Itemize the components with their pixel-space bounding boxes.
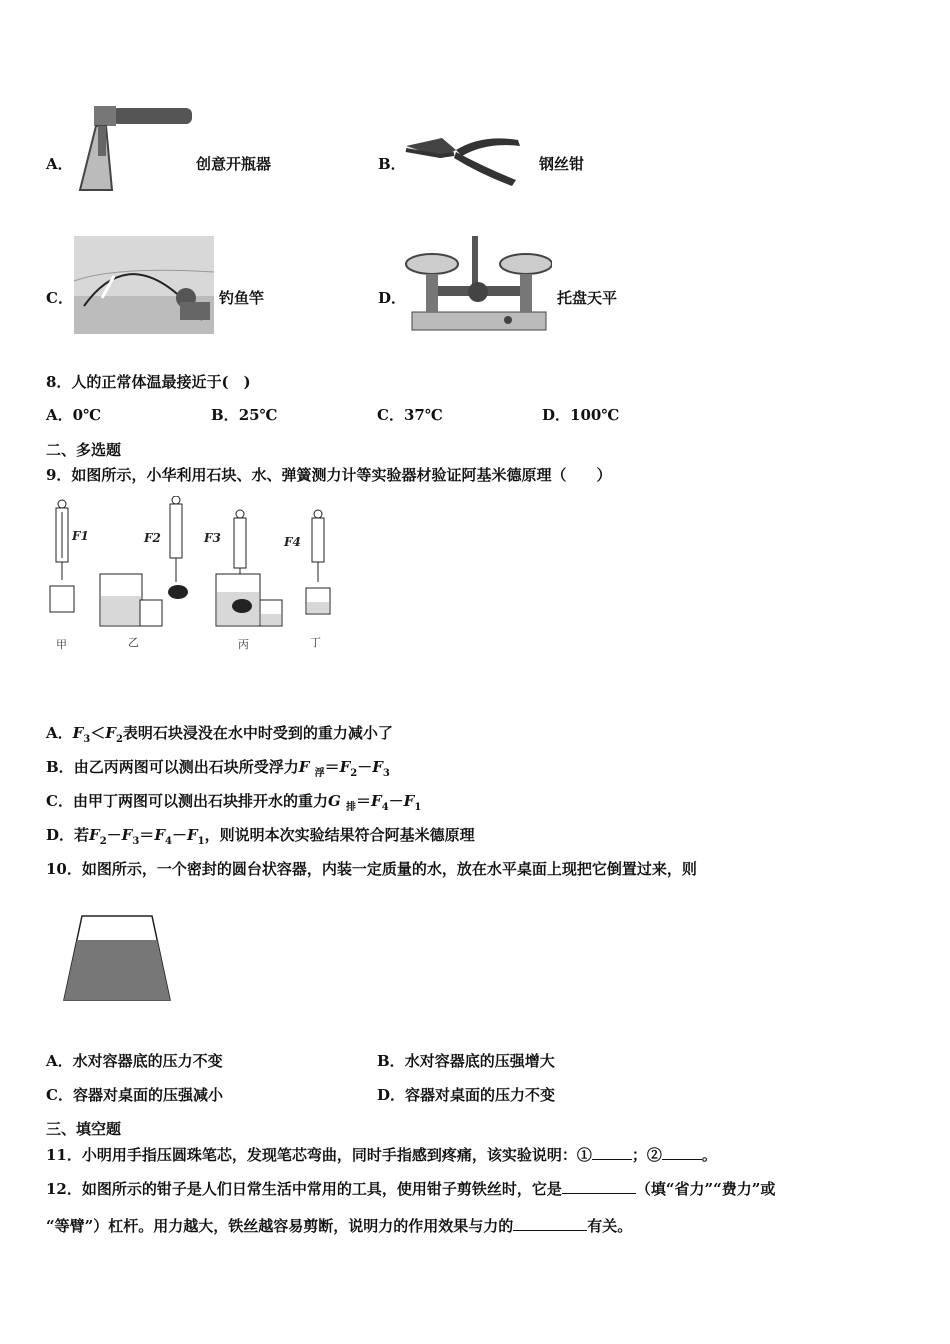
figure-label-f2: F2 — [144, 531, 161, 545]
q9-stem: 9．如图所示，小华利用石块、水、弹簧测力计等实验器材验证阿基米德原理（ ） — [46, 466, 612, 484]
q12-blank-1[interactable] — [562, 1179, 636, 1194]
q10-stem: 10．如图所示，一个密封的圆台状容器，内装一定质量的水，放在水平桌面上现把它倒置过来，则 — [46, 860, 697, 878]
panel-label-yi: 乙 — [128, 636, 139, 649]
q9-option-b: B．由乙丙两图可以测出石块所受浮力F $_浮=F_2-F_3$ — [46, 758, 390, 779]
q8-stem: 8．人的正常体温最接近于( ) — [46, 373, 251, 391]
pliers-icon — [402, 128, 526, 190]
panel-label-ding: 丁 — [310, 636, 321, 649]
frustum-container-figure — [62, 914, 174, 1004]
q8-option-d: D．100℃ — [542, 406, 620, 424]
q12-line-1: 12．如图所示的钳子是人们日常生活中常用的工具，使用钳子剪铁丝时，它是 （填“省力”“费力”或 — [46, 1180, 776, 1198]
panel-label-jia: 甲 — [56, 638, 67, 651]
option-b-letter: B． — [378, 155, 406, 173]
fishing-rod-icon — [74, 236, 214, 334]
q12-line-2: “等臂”）杠杆。用力越大，铁丝越容易剪断，说明力的作用效果与力的 有关。 — [46, 1217, 633, 1235]
section-heading-3: 三、填空题 — [46, 1120, 122, 1138]
q10-option-a: A．水对容器底的压力不变 — [46, 1052, 223, 1070]
q11-blank-2[interactable] — [662, 1145, 702, 1160]
archimedes-experiment-figure — [44, 496, 344, 656]
option-d-letter: D． — [378, 289, 407, 307]
q11-blank-1[interactable] — [592, 1145, 632, 1160]
option-c-label: 钓鱼竿 — [219, 289, 265, 307]
figure-label-f1: F1 — [72, 529, 89, 543]
q9-option-c: C．由甲丁两图可以测出石块排开水的重力G $_排=F_4-F_1$ — [46, 792, 422, 813]
section-heading-2: 二、多选题 — [46, 441, 122, 459]
q8-option-c: C．37℃ — [377, 406, 443, 424]
q10-option-b: B．水对容器底的压强增大 — [377, 1052, 555, 1070]
q9-option-a: A．$F_3<F_2$表明石块浸没在水中时受到的重力减小了 — [46, 724, 393, 745]
figure-label-f3: F3 — [204, 531, 221, 545]
q9-option-d: D．若$F_2-F_3=F_4-F_1$，则说明本次实验结果符合阿基米德原理 — [46, 826, 475, 847]
option-d-label: 托盘天平 — [557, 289, 618, 307]
q11-text: 11．小明用手指压圆珠笔芯，发现笔芯弯曲，同时手指感到疼痛，该实验说明：① ；② 。 — [46, 1146, 717, 1164]
option-a-letter: A． — [46, 155, 73, 173]
q8-option-a: A．0℃ — [46, 406, 102, 424]
q10-option-c: C．容器对桌面的压强减小 — [46, 1086, 223, 1104]
panel-label-bing: 丙 — [238, 638, 249, 651]
q10-option-d: D．容器对桌面的压力不变 — [377, 1086, 556, 1104]
bottle-opener-icon — [72, 100, 196, 194]
balance-scale-icon — [404, 234, 552, 334]
q8-option-b: B．25℃ — [211, 406, 278, 424]
option-b-label: 钢丝钳 — [539, 155, 585, 173]
option-c-letter: C． — [46, 289, 73, 307]
option-a-label: 创意开瓶器 — [196, 155, 272, 173]
q12-blank-2[interactable] — [513, 1216, 587, 1231]
figure-label-f4: F4 — [284, 535, 301, 549]
